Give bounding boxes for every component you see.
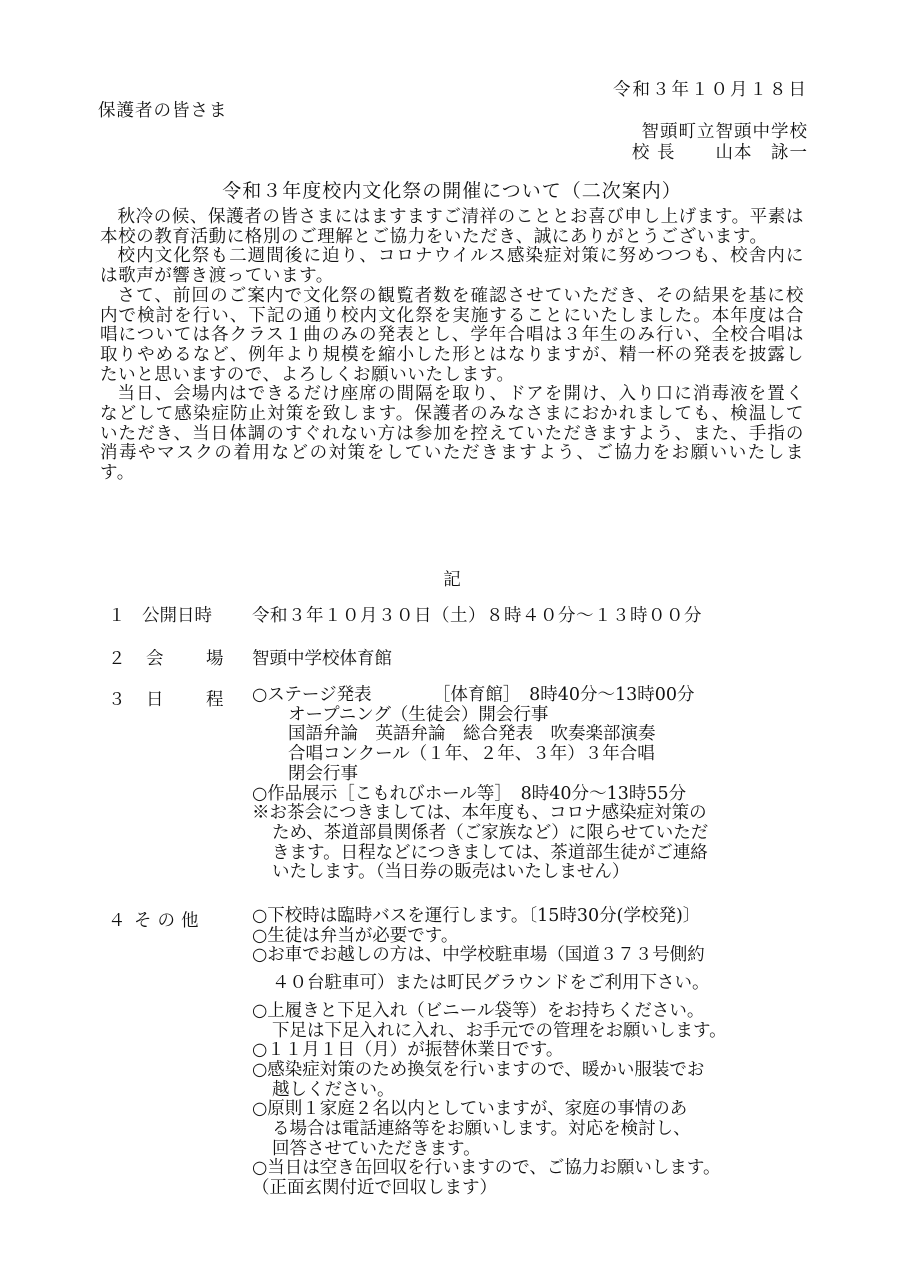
schedule-line: 国語弁論 英語弁論 総合発表 吹奏楽部演奏	[288, 724, 656, 745]
item-label-2: 場	[206, 649, 224, 669]
school-name: 智頭町立智頭中学校	[641, 122, 808, 142]
item-number: ２	[108, 649, 126, 669]
schedule-list	[252, 686, 812, 883]
schedule-line: 合唱コンクール（１年、２年、３年）３年合唱	[288, 744, 655, 765]
item-label: その他	[134, 911, 205, 931]
schedule-line: きます。日程などにつきましては、茶道部生徒がご連絡	[272, 842, 708, 863]
item-value: 令和３年１０月３０日（土）８時４０分～１３時００分	[252, 606, 702, 626]
schedule-line: ○作品展示［こもれびホール等］ 8時40分～13時55分	[252, 783, 687, 804]
other-line: ○１１月１日（月）が振替休業日です。	[252, 1040, 564, 1061]
other-line: （正面玄関付近で回収します）	[252, 1178, 497, 1199]
item-value: 智頭中学校体育館	[252, 649, 392, 669]
item-open-date	[0, 602, 904, 626]
item-number: ３	[108, 690, 126, 710]
recipient: 保護者の皆さま	[98, 101, 228, 121]
document-date: 令和３年１０月１８日	[613, 80, 808, 100]
other-line: ○感染症対策のため換気を行いますので、暖かい服装でお	[252, 1059, 705, 1080]
item-label: 公開日時	[142, 606, 212, 626]
paragraph: 秋冷の候、保護者の皆さまにはますますご清祥のこととお喜び申し上げます。平素は本校の教育活動に格別のご理解とご協力をいただき、誠にありがとうございます。	[100, 207, 804, 247]
paragraph: 当日、会場内はできるだけ座席の間隔を取り、ドアを開け、入り口に消毒液を置くなどして感染症防止対策を致します。保護者のみなさまにおかれましても、検温していただき、当日体調のすぐれない方は参加を控えていただきますよう、また、手指の消毒やマスクの着用などの対策をしていただきますよう、ご協力をお願いいたします。	[100, 384, 804, 484]
other-line: ○お車でお越しの方は、中学校駐車場（国道３７３号側約	[252, 945, 705, 966]
other-line: 越しください。	[272, 1079, 395, 1100]
item-venue	[0, 645, 904, 669]
other-line: ４０台駐車可）または町民グラウンドをご利用下さい。	[272, 973, 710, 994]
item-label-1: 会	[146, 649, 164, 669]
item-number: １	[108, 606, 126, 626]
schedule-line: ため、茶道部員関係者（ご家族など）に限らせていただ	[272, 822, 709, 843]
paragraph: 校内文化祭も二週間後に迫り、コロナウイルス感染症対策に努めつつも、校舎内には歌声が響き渡っています。	[100, 246, 804, 287]
item-label-2: 程	[206, 690, 224, 710]
paragraph: さて、前回のご案内で文化祭の観覧者数を確認させていただき、その結果を基に校内で検討を行い、下記の通り校内文化祭を実施することにいたしました。本年度は合唱については各クラス１曲のみの発表とし、学年合唱は３年生のみ行い、全校合唱は取りやめるなど、例年より規模を縮小した形とはなりますが、精一杯の発表を披露したいと思いますので、よろしくお願いいたします。	[100, 285, 804, 385]
item-other	[0, 907, 904, 1207]
item-number: ４	[108, 911, 126, 931]
schedule-line: いたします。（当日券の販売はいたしません）	[272, 862, 630, 883]
principal	[632, 139, 808, 164]
other-line: ○当日は空き缶回収を行いますので、ご協力お願いします。	[252, 1158, 721, 1179]
body-text	[100, 208, 804, 484]
schedule-line: ○ステージ発表 ［体育館］ 8時40分～13時00分	[252, 685, 695, 705]
other-line: ○下校時は臨時バスを運行します。〔15時30分(学校発)〕	[252, 906, 701, 926]
other-line: ○生徒は弁当が必要です。	[252, 925, 459, 946]
schedule-line: ※お茶会につきましては、本年度も、コロナ感染症対策の	[252, 803, 707, 824]
other-line: 下足は下足入れに入れ、お手元での管理をお願いします。	[272, 1020, 727, 1041]
other-list	[252, 907, 812, 1199]
item-label-1: 日	[146, 690, 164, 710]
document-title: 令和３年度校内文化祭の開催について（二次案内）	[222, 180, 682, 202]
other-line: 回答させていただきます。	[272, 1138, 481, 1159]
schedule-line: 閉会行事	[288, 763, 358, 784]
other-line: ○原則１家庭２名以内としていますが、家庭の事情のあ	[252, 1099, 688, 1120]
schedule-line: オープニング（生徒会）開会行事	[288, 704, 549, 725]
ki-heading: 記	[443, 570, 461, 590]
item-schedule	[0, 686, 904, 896]
other-line: る場合は電話連絡等をお願いします。対応を検討し、	[272, 1119, 691, 1140]
principal-name: 山本 詠一	[715, 143, 808, 163]
other-line: ○上履きと下足入れ（ビニール袋等）をお持ちください。	[252, 1000, 705, 1021]
principal-title: 校 長	[631, 143, 676, 163]
